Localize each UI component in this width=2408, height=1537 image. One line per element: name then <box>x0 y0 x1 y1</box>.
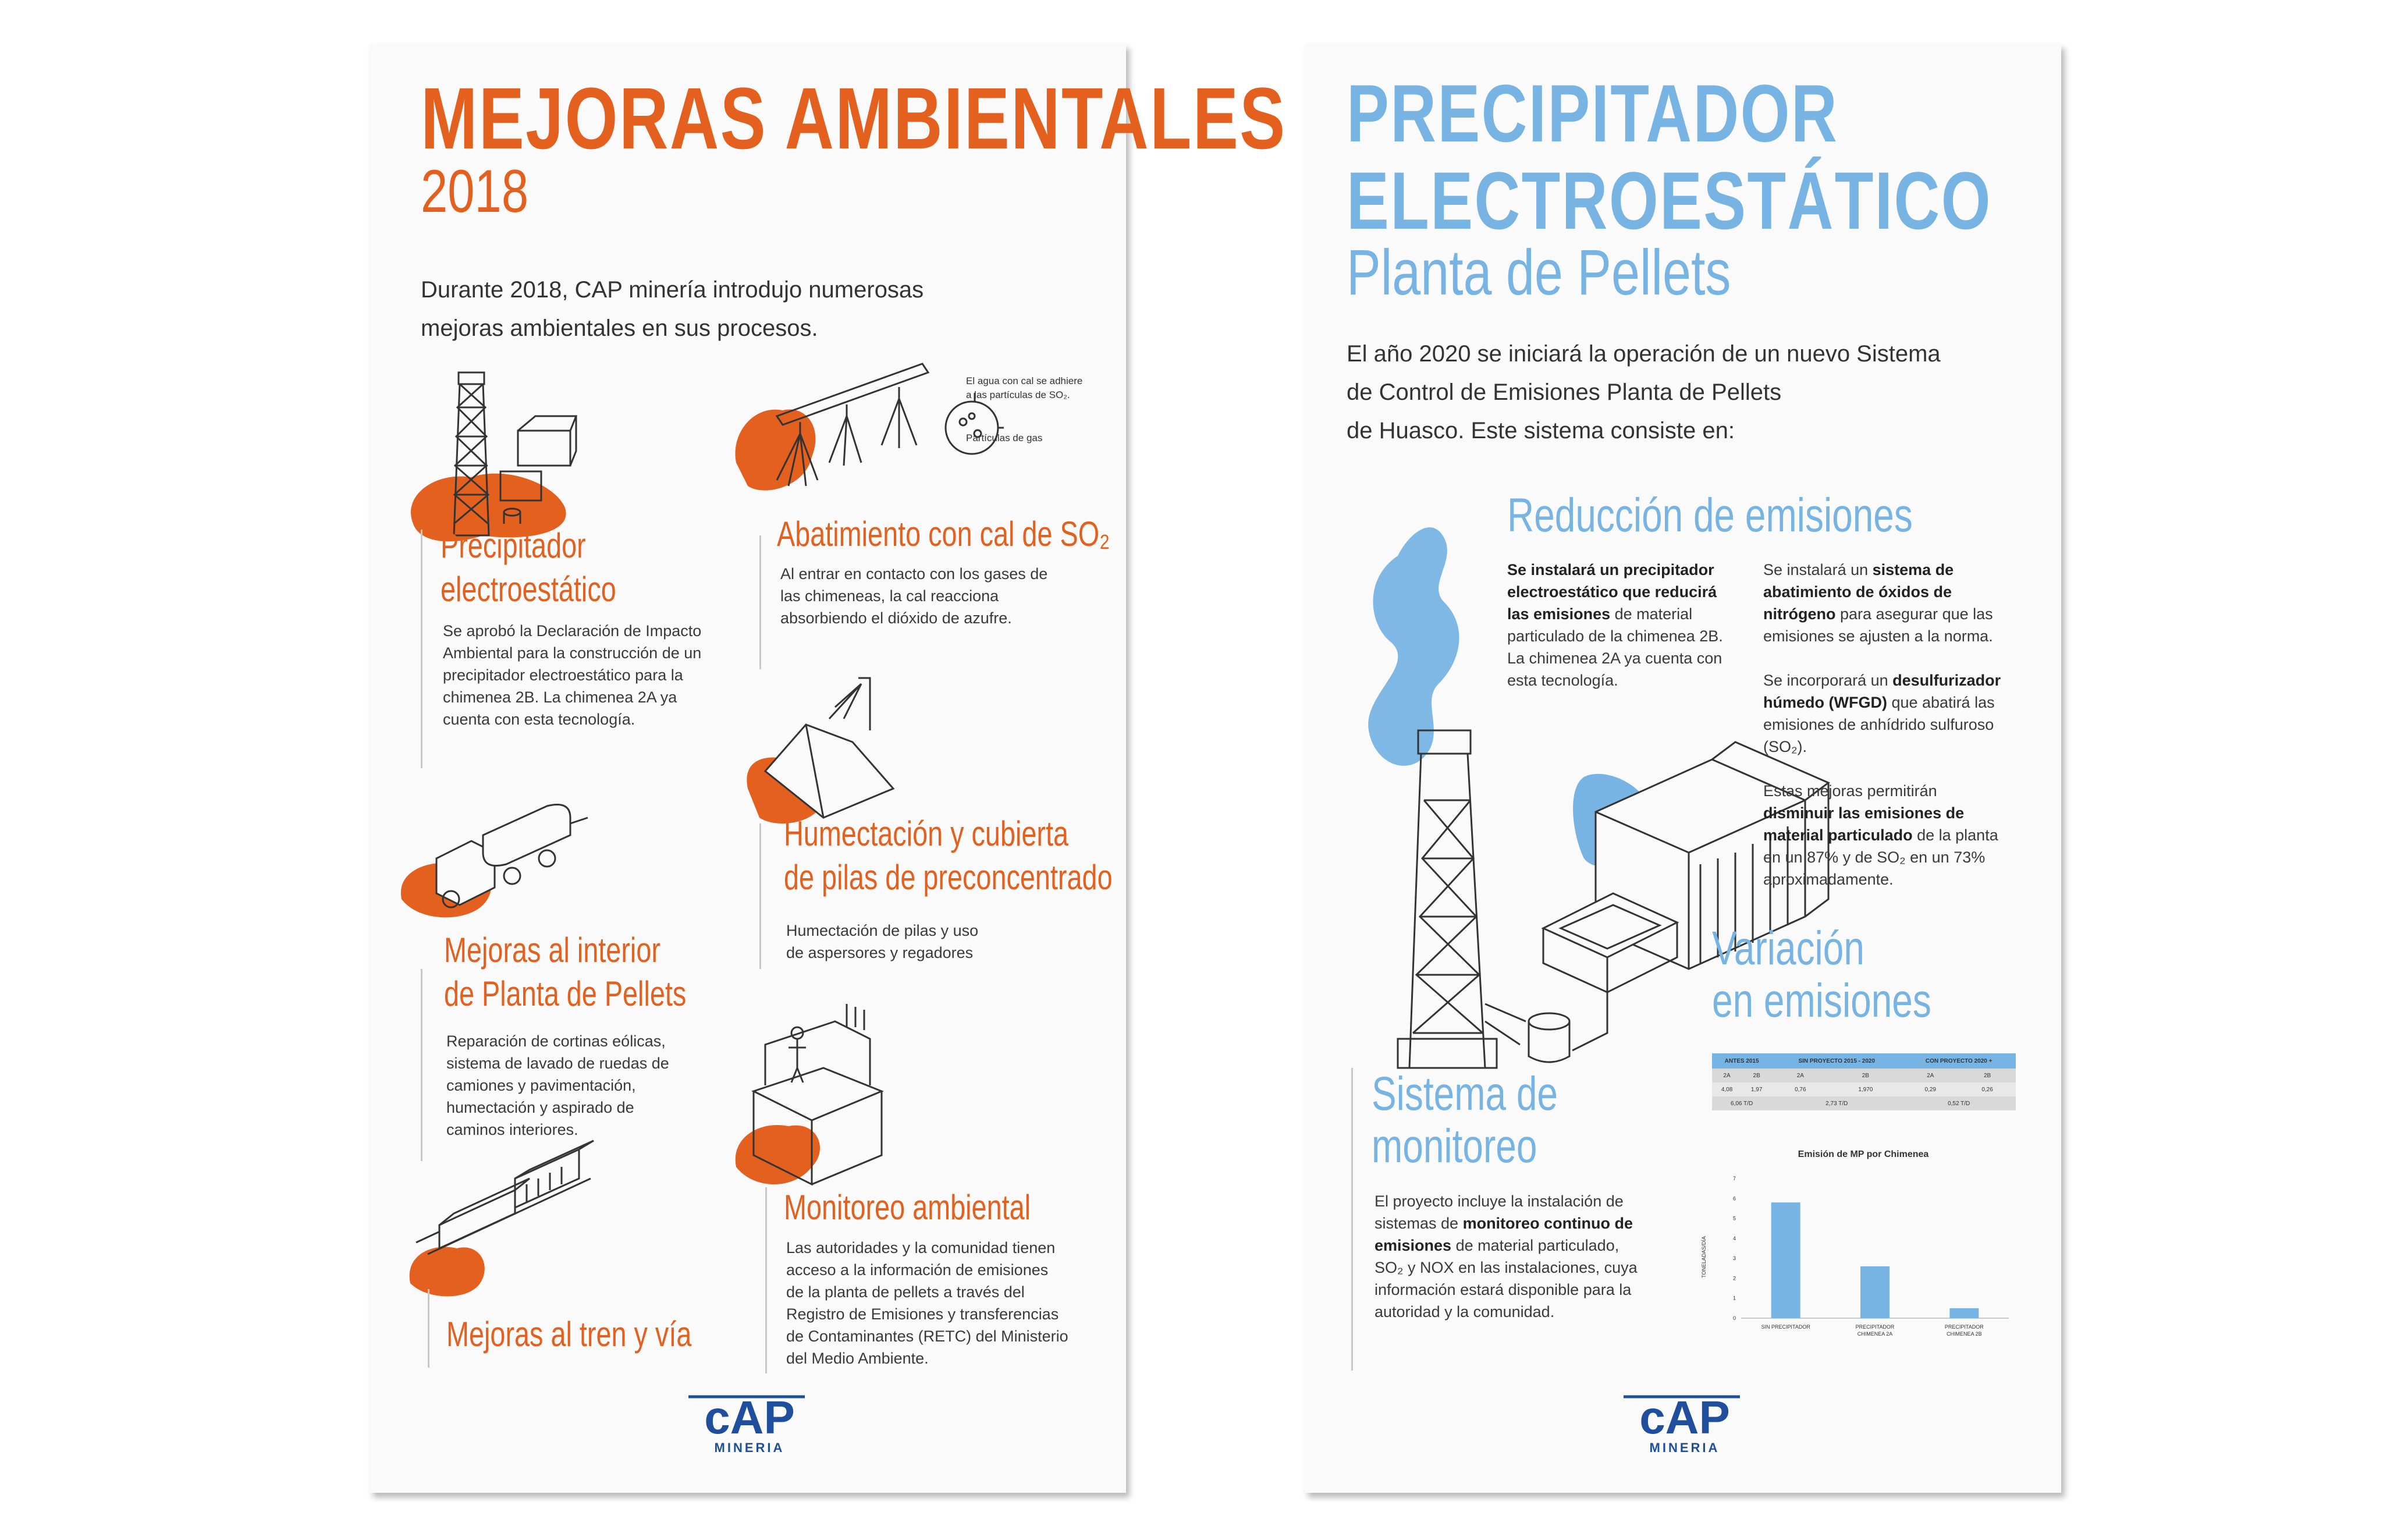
item-text <box>446 1030 669 1141</box>
item-title-line: electroestático <box>441 570 616 609</box>
title-line: en emisiones <box>1712 974 1931 1027</box>
text-line: de aspersores y regadores <box>786 944 974 961</box>
train-icon <box>404 1126 614 1301</box>
title-line: Sistema de <box>1372 1067 1558 1120</box>
text-line: Las autoridades y la comunidad tienen <box>786 1239 1056 1256</box>
title-line: monitoreo <box>1372 1120 1537 1173</box>
cap-logo-icon <box>688 1388 811 1443</box>
emissions-table <box>1712 1053 2016 1110</box>
chart-bar <box>1771 1202 1800 1318</box>
item-text <box>780 563 1095 629</box>
text: El proyecto incluye la instalación de sistemas de <box>1375 1192 1624 1232</box>
y-tick-label: 0 <box>1733 1315 1736 1321</box>
text-line: Al entrar en contacto con los gases de <box>780 565 1048 583</box>
text-line: Registro de Emisiones y transferencias <box>786 1305 1059 1323</box>
right-poster <box>1305 44 2061 1493</box>
sprinkler-pile-icon <box>742 672 917 835</box>
annotation-gas: Partículas de gas <box>966 432 1043 443</box>
sprayer-pipe-icon <box>730 346 1126 521</box>
table-group: CON PROYECTO 2020 + <box>1925 1057 1993 1064</box>
text: para asegurar que las emisiones se ajusten a la norma. <box>1763 605 1993 645</box>
col2-paragraph <box>1763 780 2008 890</box>
text: Estas mejoras permitirán <box>1763 782 1937 800</box>
text: que abatirá las emisiones de anhídrido sulfuroso (SO₂). <box>1763 694 1995 755</box>
cap-logo <box>1624 1388 1746 1456</box>
intro-line: de Huasco. Este sistema consiste en: <box>1347 418 1735 443</box>
variacion-title <box>1712 922 1931 1027</box>
chart-plot <box>1706 1149 2020 1382</box>
right-subtitle: Planta de Pellets <box>1347 237 1731 308</box>
x-tick-label: SIN PRECIPITADOR <box>1761 1324 1810 1330</box>
text-line: de la planta de pellets a través del <box>786 1283 1025 1301</box>
table-cell: 2B <box>1862 1072 1869 1079</box>
right-title <box>1347 70 1992 244</box>
divider <box>759 823 761 969</box>
item-title: Monitoreo ambiental <box>784 1188 1031 1227</box>
chart-title: Emisión de MP por Chimenea <box>1798 1149 1929 1159</box>
col2-paragraph <box>1763 669 2008 758</box>
y-tick-label: 4 <box>1733 1235 1736 1241</box>
item-title-line: Humectación y cubierta <box>784 814 1069 853</box>
text-line: caminos interiores. <box>446 1121 578 1138</box>
text-bold: desulfurizador húmedo (WFGD) <box>1763 672 2001 711</box>
y-tick-label: 5 <box>1733 1215 1736 1222</box>
truck-icon <box>396 771 594 922</box>
annotation-water <box>966 374 1082 402</box>
item-title-line: Precipitador <box>441 526 586 565</box>
monitoring-station-icon <box>730 1004 905 1196</box>
text-line: Ambiental para la construcción de un <box>443 644 702 662</box>
table-total: 6,06 T/D <box>1731 1100 1753 1107</box>
item-title <box>444 928 686 1016</box>
text-line: de Contaminantes (RETC) del Ministerio <box>786 1327 1068 1345</box>
reduccion-title: Reducción de emisiones <box>1507 489 1913 542</box>
text-line: humectación y aspirado de <box>446 1099 634 1116</box>
right-intro <box>1347 335 1941 450</box>
table-cell: 2A <box>1927 1072 1934 1079</box>
item-title-line: de pilas de preconcentrado <box>784 858 1113 897</box>
text-bold: monitoreo continuo de emisiones <box>1375 1215 1633 1254</box>
text-line: Reparación de cortinas eólicas, <box>446 1032 666 1050</box>
item-title-line: de Planta de Pellets <box>444 974 687 1013</box>
table-cell: 1,97 <box>1750 1086 1763 1093</box>
table-cell: 4,08 <box>1721 1086 1733 1093</box>
y-tick-label: 7 <box>1733 1176 1736 1181</box>
emissions-chart <box>1700 1149 2020 1382</box>
text-line: del Medio Ambiente. <box>786 1350 929 1367</box>
text-line: acceso a la información de emisiones <box>786 1261 1049 1279</box>
col2-paragraph <box>1763 559 2008 647</box>
col1-text: de material particulado de la chimenea 2B. La chimenea 2A ya cuenta con esta tecnología. <box>1507 605 1723 689</box>
item-title <box>441 524 616 611</box>
intro-line: de Control de Emisiones Planta de Pellets <box>1347 379 1782 405</box>
table-group: SIN PROYECTO 2015 - 2020 <box>1798 1057 1876 1064</box>
title-line: PRECIPITADOR <box>1347 68 1839 159</box>
text-line: absorbiendo el dióxido de azufre. <box>780 609 1012 627</box>
y-tick-label: 3 <box>1733 1255 1736 1262</box>
y-tick-label: 1 <box>1733 1295 1736 1301</box>
text: Se instalará un <box>1763 561 1873 578</box>
annotation-line: a las partículas de SO₂. <box>966 389 1070 400</box>
text-line: Se aprobó la Declaración de Impacto <box>443 622 702 640</box>
annotation-line: El agua con cal se adhiere <box>966 375 1083 386</box>
item-title <box>784 812 1113 899</box>
intro-line: Durante 2018, CAP minería introdujo numerosas <box>421 277 924 303</box>
logo-text: cAP <box>1639 1392 1730 1443</box>
item-title: Mejoras al tren y vía <box>446 1315 692 1354</box>
text-line: sistema de lavado de ruedas de <box>446 1055 669 1072</box>
text: Se incorporará un <box>1763 672 1893 689</box>
y-tick-label: 6 <box>1733 1195 1736 1202</box>
table-cell: 0,29 <box>1924 1086 1936 1093</box>
monitoreo-text <box>1375 1190 1648 1323</box>
table-cell: 2B <box>1753 1072 1760 1079</box>
table-group: ANTES 2015 <box>1724 1057 1759 1064</box>
item-title: Abatimiento con cal de SO₂ <box>777 514 1110 553</box>
intro-line: mejoras ambientales en sus procesos. <box>421 315 818 341</box>
text-bold: sistema de abatimiento de óxidos de nitrógeno <box>1763 561 1954 623</box>
item-text <box>786 1237 1068 1369</box>
cap-logo-icon <box>1624 1388 1746 1443</box>
text: de la planta en un 87% y de SO₂ en un 73% aproximadamente. <box>1763 826 1998 888</box>
intro-line: El año 2020 se iniciará la operación de un nuevo Sistema <box>1347 341 1941 367</box>
table-cell: 2B <box>1983 1072 1991 1079</box>
left-intro <box>421 271 924 347</box>
text-line: precipitador electroestático para la <box>443 666 683 684</box>
logo-subtext: MINERIA <box>1649 1440 1720 1455</box>
col1-bold: Se instalará un precipitador electroestático que reducirá las emisiones <box>1507 561 1717 623</box>
table-cell: 0,76 <box>1795 1086 1806 1093</box>
monitoreo-title <box>1372 1068 1558 1173</box>
logo-subtext: MINERIA <box>714 1440 785 1455</box>
item-title-line: Mejoras al interior <box>444 931 660 970</box>
cap-logo <box>688 1388 811 1456</box>
table-total: 2,73 T/D <box>1825 1100 1848 1107</box>
chart-bar <box>1949 1308 1979 1318</box>
table-cell: 2A <box>1796 1072 1804 1079</box>
left-title: MEJORAS AMBIENTALES <box>421 69 1287 167</box>
table-cell: 1,970 <box>1858 1086 1873 1093</box>
title-line: Variación <box>1712 922 1864 975</box>
x-tick-label: PRECIPITADOR CHIMENEA 2B <box>1944 1324 1984 1337</box>
item-text <box>786 920 978 964</box>
reduccion-col1 <box>1507 559 1728 691</box>
text-line: cuenta con esta tecnología. <box>443 711 635 728</box>
text-bold: disminuir las emisiones de material particulado <box>1763 804 1965 844</box>
left-year: 2018 <box>421 158 529 225</box>
divider <box>765 1187 767 1373</box>
table-cell: 2A <box>1723 1072 1731 1079</box>
text-line: las chimeneas, la cal reacciona <box>780 587 999 605</box>
chart-ylabel: TONELADAS/DÍA <box>1700 1236 1707 1278</box>
divider <box>759 535 761 669</box>
y-tick-label: 2 <box>1733 1275 1736 1282</box>
logo-text: cAP <box>704 1392 795 1443</box>
title-line: ELECTROESTÁTICO <box>1347 155 1992 246</box>
reduccion-col2 <box>1763 559 2008 890</box>
text-line: Humectación de pilas y uso <box>786 922 979 939</box>
text-line: camiones y pavimentación, <box>446 1077 636 1094</box>
table-total: 0,52 T/D <box>1948 1100 1970 1107</box>
x-tick-label: PRECIPITADOR CHIMENEA 2A <box>1855 1324 1895 1337</box>
text: de material particulado, SO₂ y NOX en las instalaciones, cuya información estará disponible para la autoridad y la comunidad. <box>1375 1237 1638 1321</box>
chart-bar <box>1860 1266 1890 1318</box>
divider <box>428 1289 429 1368</box>
text-line: chimenea 2B. La chimenea 2A ya <box>443 688 677 706</box>
divider <box>1351 1068 1353 1371</box>
left-poster <box>370 44 1287 1493</box>
divider <box>421 530 422 768</box>
table-cell: 0,26 <box>1981 1086 1993 1093</box>
item-text <box>443 620 769 730</box>
